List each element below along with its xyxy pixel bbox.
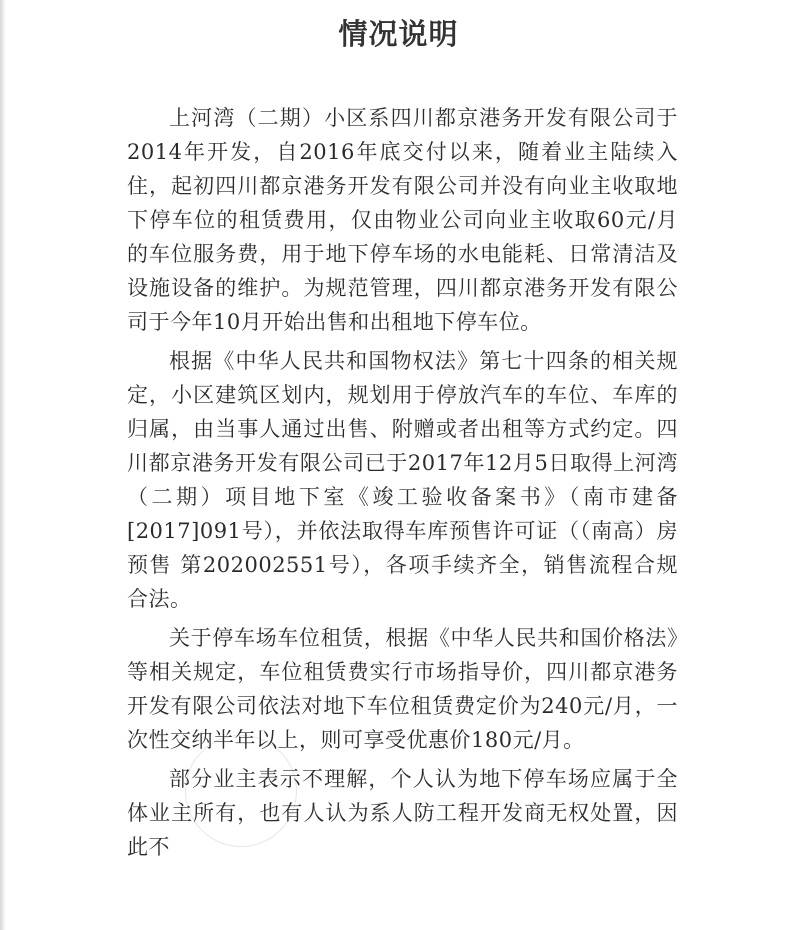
scan-edge-shadow (0, 0, 6, 930)
document-title: 情况说明 (338, 17, 459, 51)
paragraph-2: 根据《中华人民共和国物权法》第七十四条的相关规定，小区建筑区划内，规划用于停放汽车的车位、车库的归属，由当事人通过出售、附赠或者出租等方式约定。四川都京港务开发有限公司已于2017年12月5日取得上河湾（二期）项目地下室《竣工验收备案书》（南市建备[2017]091号），并依法取得车库预售许可证（（南高）房预售 第202002551号），各项手续齐全，销售流程合规合法。 (127, 349, 678, 611)
paragraph-3: 关于停车场车位租赁，根据《中华人民共和国价格法》等相关规定，车位租赁费实行市场指导价，四川都京港务开发有限公司依法对地下车位租赁费定价为240元/月，一次性交纳半年以上，则可享受优惠价180元/月。 (127, 626, 678, 752)
paragraph-4: 部分业主表示不理解，个人认为地下停车场应属于全体业主所有，也有人认为系人防工程开发商无权处置，因此不 (127, 767, 678, 859)
document-body (127, 101, 678, 864)
paragraph-1: 上河湾（二期）小区系四川都京港务开发有限公司于2014年开发，自2016年底交付以来，随着业主陆续入住，起初四川都京港务开发有限公司并没有向业主收取地下停车位的租赁费用，仅由物业公司向业主收取60元/月的车位服务费，用于地下停车场的水电能耗、日常清洁及设施设备的维护。为规范管理，四川都京港务开发有限公司于今年10月开始出售和出租地下停车位。 (127, 106, 678, 334)
